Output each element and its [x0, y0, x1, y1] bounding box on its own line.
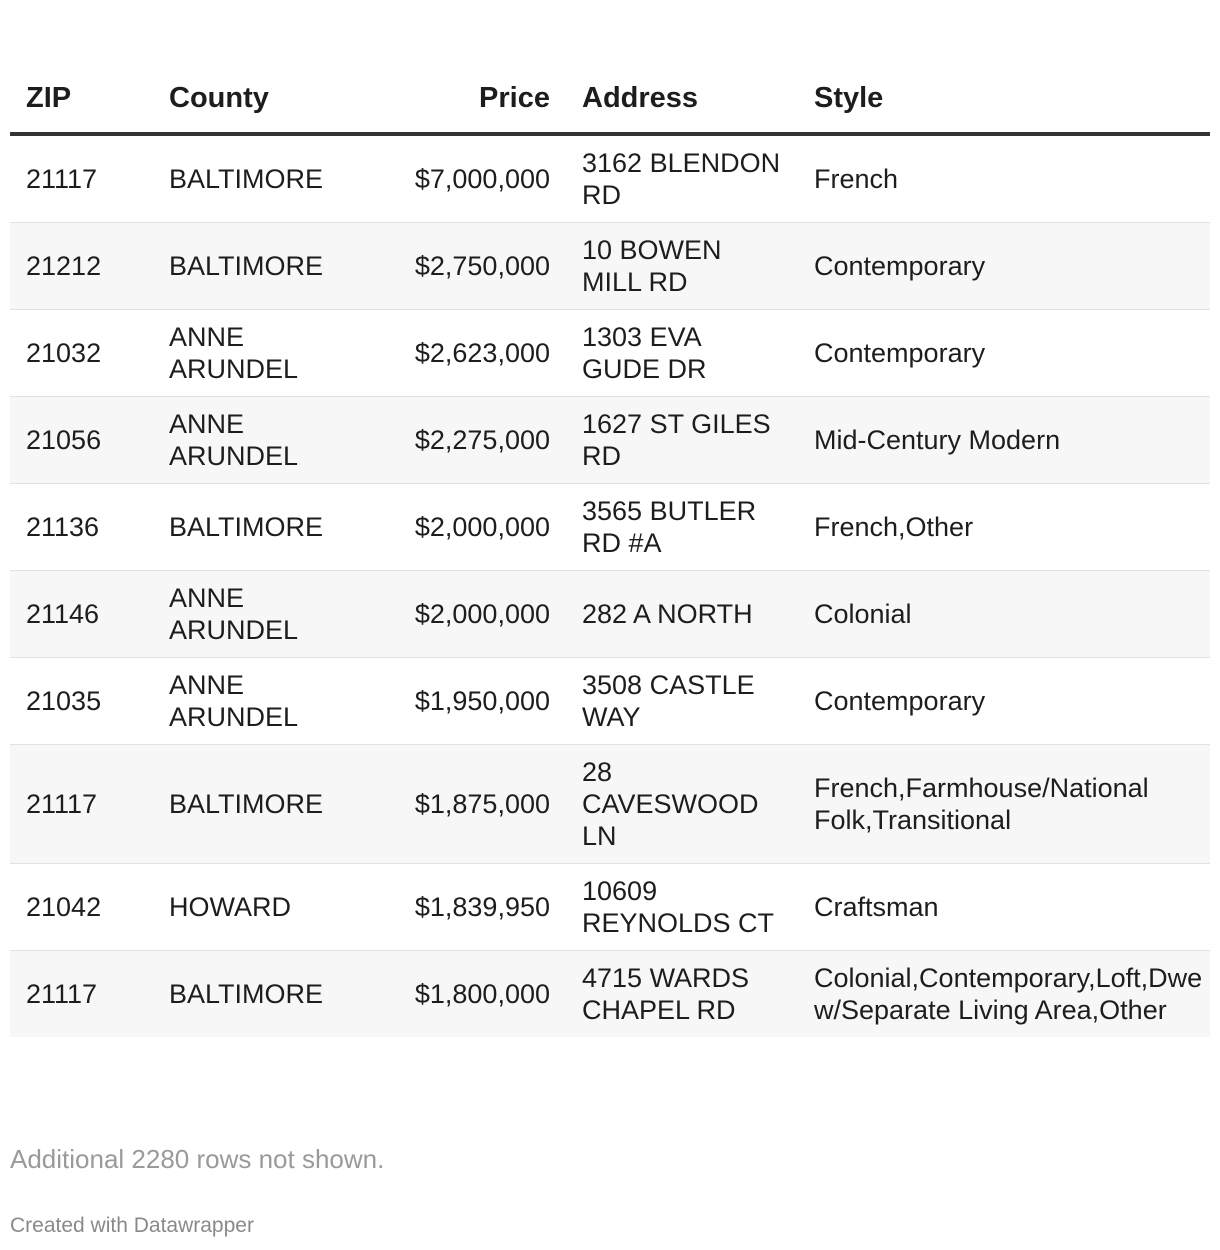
- table-row: [10, 397, 1210, 484]
- cell-zip: 21136: [10, 484, 153, 571]
- cell-address: 1303 EVA GUDE DR: [566, 310, 798, 397]
- cell-zip: 21117: [10, 134, 153, 223]
- footnote: Additional 2280 rows not shown.: [10, 1144, 385, 1174]
- cell-price: $1,950,000: [344, 658, 566, 745]
- cell-zip: 21146: [10, 571, 153, 658]
- cell-style: Contemporary: [798, 223, 1210, 310]
- cell-address: 4715 WARDS CHAPEL RD: [566, 951, 798, 1038]
- credit-link[interactable]: Created with Datawrapper: [10, 1214, 254, 1237]
- cell-price: $2,000,000: [344, 484, 566, 571]
- cell-zip: 21035: [10, 658, 153, 745]
- data-table: [10, 64, 1210, 1037]
- table-row: [10, 745, 1210, 864]
- cell-style: Mid-Century Modern: [798, 397, 1210, 484]
- cell-price: $1,839,950: [344, 864, 566, 951]
- table-row: [10, 310, 1210, 397]
- cell-address: 10609 REYNOLDS CT: [566, 864, 798, 951]
- cell-zip: 21117: [10, 745, 153, 864]
- column-header-zip[interactable]: ZIP: [10, 64, 153, 134]
- column-header-price[interactable]: Price: [344, 64, 566, 134]
- cell-price: $2,623,000: [344, 310, 566, 397]
- table-row: [10, 658, 1210, 745]
- header-row: [10, 64, 1210, 134]
- column-header-style[interactable]: Style: [798, 64, 1210, 134]
- cell-address: 10 BOWEN MILL RD: [566, 223, 798, 310]
- cell-county: ANNE ARUNDEL: [153, 310, 344, 397]
- cell-price: $1,800,000: [344, 951, 566, 1038]
- cell-zip: 21056: [10, 397, 153, 484]
- cell-zip: 21032: [10, 310, 153, 397]
- table-row: [10, 484, 1210, 571]
- cell-price: $1,875,000: [344, 745, 566, 864]
- cell-zip: 21042: [10, 864, 153, 951]
- cell-price: $2,750,000: [344, 223, 566, 310]
- cell-county: ANNE ARUNDEL: [153, 658, 344, 745]
- cell-county: BALTIMORE: [153, 951, 344, 1038]
- data-table-container: [10, 64, 1210, 1037]
- cell-price: $2,275,000: [344, 397, 566, 484]
- cell-address: 3508 CASTLE WAY: [566, 658, 798, 745]
- table-row: [10, 864, 1210, 951]
- table-row: [10, 223, 1210, 310]
- cell-style: French,Farmhouse/National Folk,Transitional: [798, 745, 1210, 864]
- cell-style: Contemporary: [798, 310, 1210, 397]
- cell-style: French,Other: [798, 484, 1210, 571]
- cell-price: $7,000,000: [344, 134, 566, 223]
- column-header-county[interactable]: County: [153, 64, 344, 134]
- table-header: [10, 64, 1210, 134]
- cell-zip: 21117: [10, 951, 153, 1038]
- cell-style: French: [798, 134, 1210, 223]
- table-row: [10, 951, 1210, 1038]
- cell-county: HOWARD: [153, 864, 344, 951]
- cell-address: 1627 ST GILES RD: [566, 397, 798, 484]
- cell-price: $2,000,000: [344, 571, 566, 658]
- table-row: [10, 134, 1210, 223]
- cell-county: BALTIMORE: [153, 223, 344, 310]
- cell-county: BALTIMORE: [153, 484, 344, 571]
- cell-style: Contemporary: [798, 658, 1210, 745]
- table-body: [10, 134, 1210, 1037]
- cell-style: Colonial,Contemporary,Loft,Dwe w/Separate Living Area,Other: [798, 951, 1210, 1038]
- cell-zip: 21212: [10, 223, 153, 310]
- cell-county: BALTIMORE: [153, 134, 344, 223]
- cell-address: 282 A NORTH: [566, 571, 798, 658]
- cell-address: 3565 BUTLER RD #A: [566, 484, 798, 571]
- cell-style: Colonial: [798, 571, 1210, 658]
- cell-county: ANNE ARUNDEL: [153, 397, 344, 484]
- cell-style: Craftsman: [798, 864, 1210, 951]
- cell-address: 3162 BLENDON RD: [566, 134, 798, 223]
- column-header-address[interactable]: Address: [566, 64, 798, 134]
- cell-county: BALTIMORE: [153, 745, 344, 864]
- cell-address: 28 CAVESWOOD LN: [566, 745, 798, 864]
- cell-county: ANNE ARUNDEL: [153, 571, 344, 658]
- table-row: [10, 571, 1210, 658]
